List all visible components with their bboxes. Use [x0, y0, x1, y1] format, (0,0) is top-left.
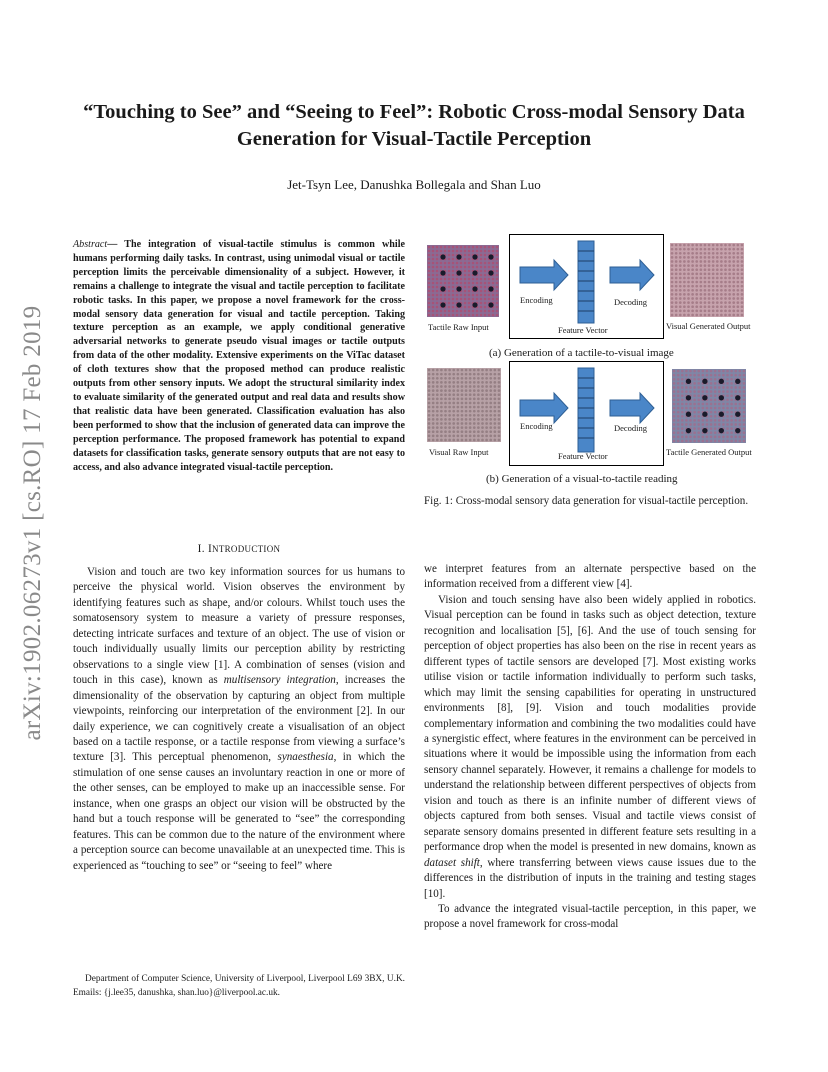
tactile-raw-input-image [427, 245, 499, 317]
paragraph-framework: To advance the integrated visual-tactile perception, in this paper, we propose a novel framework for cross-modal [424, 902, 756, 931]
paper-title: “Touching to See” and “Seeing to Feel”: Robotic Cross-modal Sensory Data Generation for Visual-Tactile Perception [83, 101, 745, 150]
visual-generated-output-image [670, 243, 744, 317]
arxiv-stamp [18, 285, 48, 760]
decoding-arrow [610, 393, 654, 423]
encoding-arrow [520, 260, 568, 290]
encoder-decoder-diagram [510, 235, 663, 338]
right-column-body [424, 562, 756, 933]
intro-paragraph: Vision and touch are two key information sources for us humans to perceive the physical world. Vision observes the environment by identifying features such as shape, and/or colours. Whilst touch uses the somatosensory system to measure a variety of pressure responses, detecting intricate surfaces and texture of an object. The use of vision or touch individually usually limits our perception ability by restricting observations to a single view [1]. A combination of senses (vision and touch in this case), known as multisensory integration, increases the dimensionality of the observation by capturing an object from multiple viewpoints, reinforcing our interpretation of the environment [2]. In our daily experience, we can cognitively create a visualisation of an object based on a tactile response, or a tactile response from viewing a surface’s texture [3]. This perceptual phenomenon, synaesthesia, in which the stimulation of one sense causes an involuntary reaction in one or more of the other senses, can be employed to make up an inaccessible sense. For instance, when one grasps an object our vision will be obstructed by the hand but a touch response will be generated to “see” the corresponding features. This can be common due to the nature of the environment where a perception source can become unavailable at an unexpected time. This is experienced as “touching to see” or “seeing to feel” where [73, 566, 405, 872]
figure-1-caption: Fig. 1: Cross-modal sensory data generation for visual-tactile perception. [424, 495, 749, 507]
footnote [73, 972, 405, 1000]
visual-raw-input-label: Visual Raw Input [429, 447, 489, 457]
feature-vector-label: Feature Vector [558, 451, 608, 461]
paragraph-continuation: we interpret features from an alternate perspective based on the information received from a different view [4]. [424, 563, 756, 591]
arxiv-stamp-text: arXiv:1902.06273v1 [cs.RO] 17 Feb 2019 [19, 305, 46, 740]
feature-vector-icon [578, 368, 594, 452]
introduction-body [73, 565, 405, 874]
figure-1b [424, 361, 764, 491]
paragraph-robotics: Vision and touch sensing have also been widely applied in robotics. Visual perception can be found in tasks such as object detection, texture recognition and localisation [5], [6]. And the use of touch sensing for perception of object properties has also been on the rise in recent years as different types of tactile sensors are developed [7]. Most existing works utilise vision or tactile information individually to perform such tasks, which may limit the sensing capabilities for operating in unstructured environments [8], [9]. Vision and touch modalities provide complementary information and combining the two modalities could have a synergistic effect, where features in the environment can be perceived in situations where it would be impossible using the information from each sensory channel separately. However, it remains a challenge for models to understand the relationship between different perspectives of objects from vision and touch as there is an infinite number of different views of objects captured from both senses. Visual and tactile views consist of separate sensory domains presented in different feature sets resulting in a performance drop when the model is presented in new domains, known as dataset shift, where transferring between views cause issues due to the differences in the distribution of inputs in the training and testing stages [10]. [424, 593, 757, 900]
tactile-generated-output-label: Tactile Generated Output [666, 447, 752, 457]
subfigure-a-caption: (a) Generation of a tactile-to-visual image [489, 347, 674, 359]
encoding-arrow [520, 393, 568, 423]
abstract-label: Abstract [73, 239, 108, 250]
subfigure-b-caption: (b) Generation of a visual-to-tactile reading [486, 473, 678, 485]
feature-vector-icon [578, 241, 594, 323]
tactile-generated-output-image [672, 369, 746, 443]
affiliation-footnote: Department of Computer Science, University of Liverpool, Liverpool L69 3BX, U.K. Emails: {j.lee35, danushka, shan.luo}@liverpool.ac.uk. [73, 974, 405, 998]
paper-authors: Jet-Tsyn Lee, Danushka Bollegala and Shan Luo [287, 177, 541, 192]
visual-generated-output-label: Visual Generated Output [666, 321, 751, 331]
decoding-label: Decoding [614, 297, 648, 307]
encoder-decoder-box [509, 234, 664, 339]
abstract [73, 238, 405, 474]
decoding-label: Decoding [614, 423, 648, 433]
figure-1a [424, 234, 764, 364]
section-number: I. [197, 543, 205, 555]
section-title-initial: I [207, 543, 213, 555]
decoding-arrow [610, 260, 654, 290]
visual-raw-input-image [427, 368, 501, 442]
abstract-text: — The integration of visual-tactile stimulus is common while humans performing daily tasks. In contrast, using unimodal visual or tactile perception limits the perceivable dimensionality of a subject. However, it remains a challenge to integrate the visual and tactile perception to facilitate robotic tasks. In this paper, we propose a novel framework for the cross-modal sensory data generation for visual and tactile perception. Taking texture perception as an example, we apply conditional generative adversarial networks to generate pseudo visual images or tactile outputs from data of the other modality. Extensive experiments on the ViTac dataset of cloth textures show that the proposed method can produce realistic outputs from other sensory inputs. We adopt the structural similarity index to evaluate similarity of the generated output and real data and results show that realistic data have been generated. Classification evaluation has also been performed to show that the inclusion of generated data can improve the perception performance. The proposed framework has potential to expand datasets for classification tasks, generate sensory outputs that are not easy to access, and also advance integrated visual-tactile perception. [73, 239, 405, 473]
tactile-raw-input-label: Tactile Raw Input [428, 322, 489, 332]
encoding-label: Encoding [520, 421, 553, 431]
encoding-label: Encoding [520, 295, 553, 305]
section-title-rest: NTRODUCTION [212, 544, 281, 554]
feature-vector-label: Feature Vector [558, 325, 608, 335]
encoder-decoder-diagram [510, 362, 663, 465]
section-heading-introduction [73, 543, 405, 555]
